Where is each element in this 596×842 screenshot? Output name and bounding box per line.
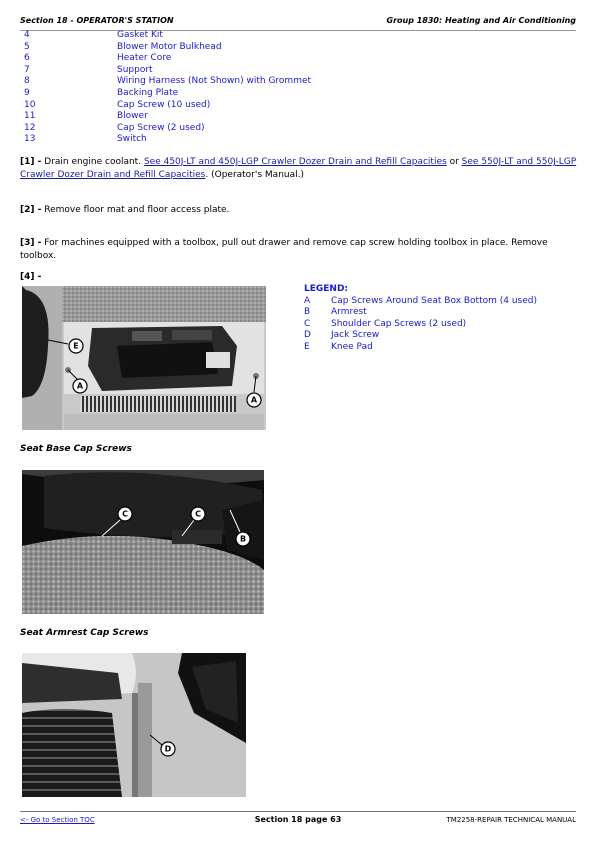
step-2-label: [2] - xyxy=(20,205,42,215)
step-3 xyxy=(20,237,580,263)
legend-letter: C xyxy=(304,318,311,329)
parts-row xyxy=(24,111,424,123)
parts-list xyxy=(24,30,424,146)
part-number: 4 xyxy=(24,30,30,40)
seat-base-photo xyxy=(22,286,266,430)
part-number: 8 xyxy=(24,76,30,87)
part-name: Support xyxy=(117,64,153,75)
part-name: Heater Core xyxy=(117,53,172,64)
legend-desc: Jack Screw xyxy=(331,330,380,341)
parts-row xyxy=(24,53,424,65)
step-3-label: [3] - xyxy=(20,238,42,248)
part-name: Cap Screw (2 used) xyxy=(117,122,205,133)
legend-desc: Armrest xyxy=(331,307,367,318)
step-2 xyxy=(20,204,580,217)
parts-row xyxy=(24,30,424,42)
legend-item xyxy=(304,330,564,342)
manual-name: TM2258-REPAIR TECHNICAL MANUAL xyxy=(446,816,576,824)
legend-desc: Shoulder Cap Screws (2 used) xyxy=(331,318,467,329)
step-1 xyxy=(20,156,580,182)
parts-row xyxy=(24,42,424,54)
part-name: Wiring Harness (Not Shown) with Grommet xyxy=(117,76,312,87)
section-toc-link[interactable]: <- Go to Section TOC xyxy=(20,816,95,824)
legend-desc: Knee Pad xyxy=(331,341,373,352)
legend-letter: A xyxy=(304,295,311,306)
capacities-450j-link[interactable]: See 450J-LT and 450J-LGP Crawler Dozer Drain and Refill Capacities xyxy=(143,157,447,167)
legend-item xyxy=(304,319,564,331)
step-1-text: Drain engine coolant. xyxy=(44,157,142,167)
svg-text:B: B xyxy=(239,534,247,544)
part-name: Blower Motor Bulkhead xyxy=(117,41,222,52)
part-number: 7 xyxy=(24,64,30,75)
svg-text:D: D xyxy=(164,744,172,754)
part-name: Gasket Kit xyxy=(117,30,163,40)
parts-row xyxy=(24,123,424,135)
parts-row xyxy=(24,65,424,77)
step-1-or: or xyxy=(449,157,459,167)
part-name: Cap Screw (10 used) xyxy=(117,99,211,110)
part-name: Backing Plate xyxy=(117,87,179,98)
step-1-label: [1] - xyxy=(20,157,42,167)
parts-row xyxy=(24,134,424,146)
step-2-text: Remove floor mat and floor access plate. xyxy=(44,205,230,215)
parts-row xyxy=(24,76,424,88)
parts-row xyxy=(24,100,424,112)
section-title: Section 18 - OPERATOR'S STATION xyxy=(20,16,174,25)
step-4-label: [4] - xyxy=(20,272,42,282)
jack-screw-photo xyxy=(22,653,246,797)
part-name: Blower xyxy=(117,111,148,122)
part-number: 10 xyxy=(24,99,36,110)
legend-letter: E xyxy=(304,341,310,352)
legend-letter: D xyxy=(304,330,311,341)
part-number: 11 xyxy=(24,111,36,122)
capacities-550j-link[interactable]: See 550J-LT and 550J-LGP Crawler Dozer Drain and Refill Capacities xyxy=(20,157,577,180)
step-4 xyxy=(20,271,580,284)
part-number: 12 xyxy=(24,122,36,133)
part-number: 5 xyxy=(24,41,30,52)
part-number: 6 xyxy=(24,53,30,64)
page-header xyxy=(20,14,576,31)
legend-item xyxy=(304,296,564,308)
legend-letter: B xyxy=(304,307,311,318)
step-1-suffix: . (Operator's Manual.) xyxy=(205,170,304,180)
svg-text:E: E xyxy=(73,341,79,351)
part-number: 13 xyxy=(24,134,36,145)
part-name: Switch xyxy=(117,134,147,145)
svg-text:C: C xyxy=(195,509,201,519)
page-number: Section 18 page 63 xyxy=(254,815,342,824)
armrest-caption: Seat Armrest Cap Screws xyxy=(20,628,149,638)
page-footer xyxy=(20,811,576,832)
svg-text:A: A xyxy=(250,395,258,405)
part-number: 9 xyxy=(24,87,30,98)
svg-text:A: A xyxy=(76,381,84,391)
seat-base-caption: Seat Base Cap Screws xyxy=(20,444,132,454)
legend-desc: Cap Screws Around Seat Box Bottom (4 used) xyxy=(331,295,538,306)
armrest-photo xyxy=(22,470,264,614)
legend-item xyxy=(304,307,564,319)
svg-text:C: C xyxy=(122,509,128,519)
group-title: Group 1830: Heating and Air Conditioning xyxy=(386,16,576,25)
legend-title: LEGEND: xyxy=(304,284,349,294)
step-3-text: For machines equipped with a toolbox, pull out drawer and remove cap screw holding toolbox in place. Remove toolbox. xyxy=(20,238,548,261)
parts-row xyxy=(24,88,424,100)
legend-item xyxy=(304,342,564,354)
legend xyxy=(304,284,564,354)
